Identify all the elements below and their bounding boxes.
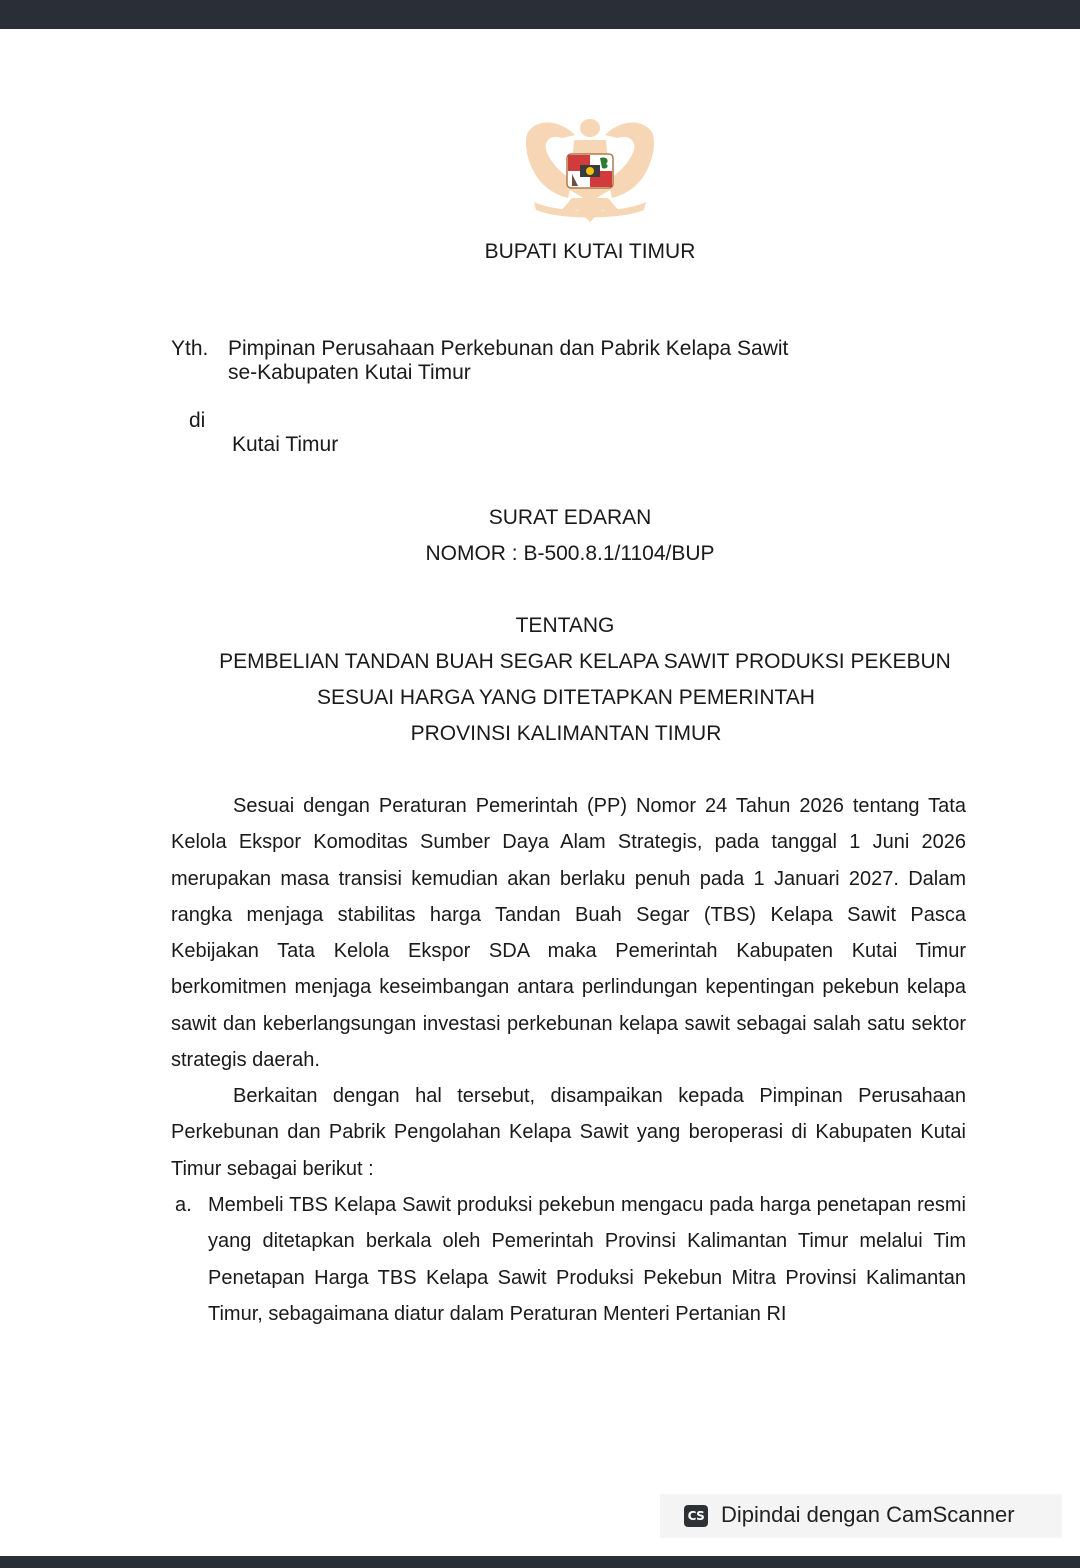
di-label: di	[189, 409, 206, 432]
camscanner-watermark	[660, 1494, 1062, 1538]
garuda-emblem	[520, 110, 660, 230]
subject-line-1: PEMBELIAN TANDAN BUAH SEGAR KELAPA SAWIT PRODUKSI PEKEBUN	[219, 650, 951, 673]
subject-line-2: SESUAI HARGA YANG DITETAPKAN PEMERINTAH	[317, 686, 815, 709]
letter-type: SURAT EDARAN	[488, 506, 652, 529]
subject-line-3: PROVINSI KALIMANTAN TIMUR	[410, 722, 722, 745]
bottom-bar	[0, 1556, 1080, 1568]
about-label: TENTANG	[515, 614, 615, 637]
body-paragraph-2	[171, 1078, 966, 1187]
list-item-marker: a.	[175, 1194, 192, 1216]
letterhead-title: BUPATI KUTAI TIMUR	[484, 240, 696, 263]
paragraph-1-text: Sesuai dengan Peraturan Pemerintah (PP) Nomor 24 Tahun 2026 tentang Tata Kelola Ekspor Komoditas Sumber Daya Alam Strategis, pada tanggal 1 Juni 2026 merupakan masa transisi kemudian akan berlaku penuh pada 1 Januari 2027. Dalam rangka menjaga stabilitas harga Tandan Buah Segar (TBS) Kelapa Sawit Pasca Kebijakan Tata Kelola Ekspor SDA maka Pemerintah Kabupaten Kutai Timur berkomitmen menjaga keseimbangan antara perlindungan kepentingan pekebun kelapa sawit dan keberlangsungan investasi perkebunan kelapa sawit sebagai salah satu sektor strategis daerah.	[171, 795, 966, 1072]
list-item-text: Membeli TBS Kelapa Sawit produksi pekebun mengacu pada harga penetapan resmi yang ditetapkan berkala oleh Pemerintah Provinsi Kalimantan Timur melalui Tim Penetapan Harga TBS Kelapa Sawit Produksi Pekebun Mitra Provinsi Kalimantan Timur, sebagaimana diatur dalam Peraturan Menteri Pertanian RI	[208, 1194, 966, 1325]
recipient-label: Yth.	[171, 337, 209, 360]
recipient-place: Kutai Timur	[232, 433, 339, 456]
top-bar	[0, 0, 1080, 29]
camscanner-label: Dipindai dengan CamScanner	[721, 1502, 1015, 1527]
recipient-line-1: Pimpinan Perusahaan Perkebunan dan Pabrik Kelapa Sawit	[228, 337, 789, 360]
body-paragraph-1	[171, 788, 966, 1078]
list-item	[171, 1187, 966, 1332]
recipient-line-2: se-Kabupaten Kutai Timur	[228, 361, 471, 384]
camscanner-logo-icon: CS	[684, 1505, 708, 1527]
paragraph-2-text: Berkaitan dengan hal tersebut, disampaikan kepada Pimpinan Perusahaan Perkebunan dan Pabrik Pengolahan Kelapa Sawit yang beroperasi di Kabupaten Kutai Timur sebagai berikut :	[171, 1085, 966, 1180]
letter-number: NOMOR : B-500.8.1/1104/BUP	[425, 542, 715, 565]
